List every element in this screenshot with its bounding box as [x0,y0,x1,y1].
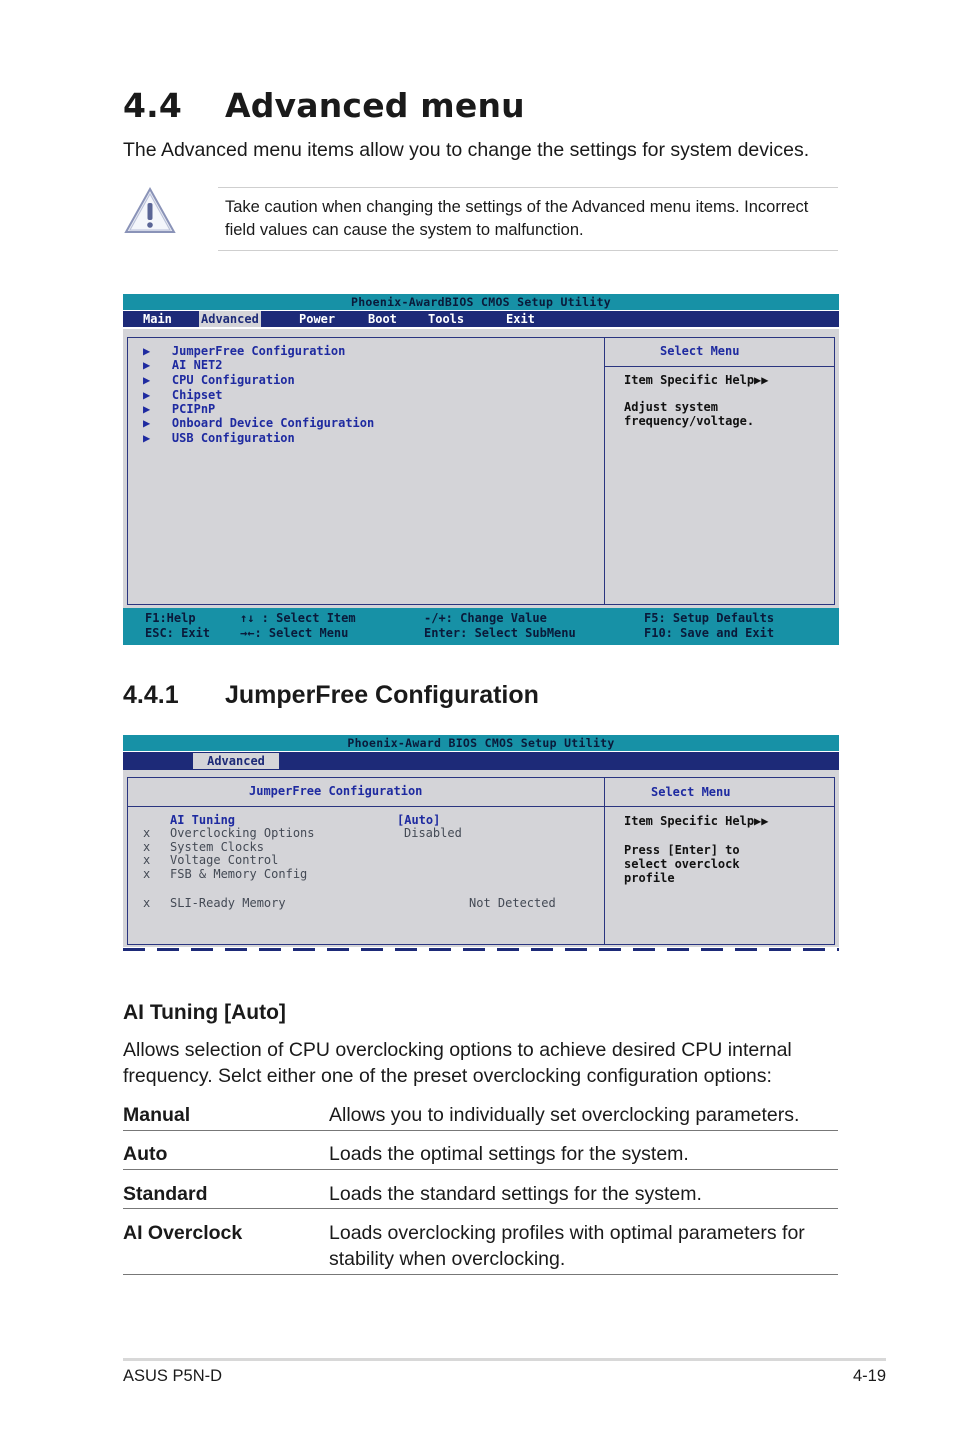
disabled-mark: x [143,826,151,840]
help-title: Select Menu [651,785,731,799]
help-title: Select Menu [660,344,740,358]
setting-overclocking-value: Disabled [404,826,462,840]
menu-power[interactable]: Power [299,312,336,326]
key-change-value: -/+: Change Value [424,611,547,625]
setting-fsb-memory: FSB & Memory Config [170,867,308,881]
option-name: Standard [123,1183,208,1205]
key-f10-save: F10: Save and Exit [644,626,775,640]
menu-advanced[interactable]: Advanced [193,753,279,769]
help-text: Adjust system frequency/voltage. [624,400,755,428]
submenu-ai-net2[interactable]: ▶ AI NET2 [143,358,223,372]
torn-edge [123,948,839,951]
submenu-onboard-device[interactable]: ▶ Onboard Device Configuration [143,416,375,430]
setting-ai-tuning-value[interactable]: [Auto] [397,813,441,827]
triangle-right-icon: ▶ [143,388,151,402]
bios-screen-jumperfree [123,735,839,953]
submenu-cpu[interactable]: ▶ CPU Configuration [143,373,295,387]
caution-text: Take caution when changing the settings of the Advanced menu items. Incorrect field values can cause the system to malfunction. [225,198,809,239]
triangle-right-icon: ▶ [143,402,151,416]
key-select-item: ↑↓ : Select Item [240,611,356,625]
caution-note [218,187,838,251]
double-arrow-icon: ▶▶ [754,814,769,828]
subsection-title: 4.4.1 JumperFree Configuration [123,681,539,709]
option-row [123,1102,838,1131]
key-enter-submenu: Enter: Select SubMenu [424,626,576,640]
disabled-mark: x [143,840,151,854]
page-title: 4.4 Advanced menu [123,86,525,125]
triangle-right-icon: ▶ [143,431,151,445]
pane-title: JumperFree Configuration [249,784,423,798]
setting-sli-ready-value: Not Detected [469,896,556,910]
help-heading: Item Specific Help▶▶ [624,373,769,387]
setting-system-clocks: System Clocks [170,840,264,854]
footer-model: ASUS P5N-D [123,1367,223,1385]
option-desc: Loads the standard settings for the system. [329,1183,702,1205]
footer-rule [123,1358,886,1361]
menu-exit[interactable]: Exit [506,312,535,326]
bios-body [123,329,839,608]
submenu-jumperfree[interactable]: ▶ JumperFree Configuration [143,344,346,358]
key-f1-help: F1:Help [145,611,196,625]
menu-tools[interactable]: Tools [428,312,465,326]
option-row [123,1181,838,1209]
option-name: Manual [123,1104,191,1126]
submenu-usb[interactable]: ▶ USB Configuration [143,431,295,445]
bios-title: Phoenix-AwardBIOS CMOS Setup Utility [123,294,839,310]
double-arrow-icon: ▶▶ [754,373,769,387]
submenu-chipset[interactable]: ▶ Chipset [143,388,223,402]
bios-menu-bar [123,752,839,770]
key-select-menu: →←: Select Menu [240,626,349,640]
disabled-mark: x [143,853,151,867]
menu-boot[interactable]: Boot [368,312,397,326]
help-text: Press [Enter] to select overclock profile [624,843,740,885]
warning-triangle-icon [123,186,177,241]
bios-menu-bar [123,311,839,327]
bios-screen-advanced [123,294,839,645]
footer-page-number: 4-19 [852,1367,886,1385]
setting-sli-ready-memory: SLI-Ready Memory [170,896,286,910]
option-row [123,1141,838,1170]
key-f5-defaults: F5: Setup Defaults [644,611,775,625]
setting-voltage-control: Voltage Control [170,853,279,867]
ai-tuning-heading: AI Tuning [Auto] [123,1001,286,1024]
triangle-right-icon: ▶ [143,416,151,430]
option-name: AI Overclock [123,1222,243,1244]
triangle-right-icon: ▶ [143,344,151,358]
option-name: Auto [123,1143,168,1165]
menu-advanced[interactable]: Advanced [201,312,259,326]
option-row [123,1220,838,1275]
intro-paragraph: The Advanced menu items allow you to change the settings for system devices. [123,139,810,161]
setting-ai-tuning-label[interactable]: AI Tuning [170,813,236,827]
bios-title: Phoenix-Award BIOS CMOS Setup Utility [123,735,839,751]
option-desc: Loads overclocking profiles with optimal parameters for stability when overclocking. [329,1222,805,1270]
submenu-pcipnp[interactable]: ▶ PCIPnP [143,402,216,416]
option-desc: Loads the optimal settings for the system. [329,1143,689,1165]
key-esc-exit: ESC: Exit [145,626,211,640]
disabled-mark: x [143,896,151,910]
ai-tuning-description: Allows selection of CPU overclocking options to achieve desired CPU internal frequency. Selct either one of the preset overclocking configuration options: [123,1039,792,1087]
bios-body [123,770,839,947]
help-heading: Item Specific Help▶▶ [624,814,769,828]
bios-footer [123,608,839,645]
disabled-mark: x [143,867,151,881]
option-desc: Allows you to individually set overclocking parameters. [329,1104,800,1126]
setting-overclocking-options: Overclocking Options [170,826,315,840]
triangle-right-icon: ▶ [143,373,151,387]
triangle-right-icon: ▶ [143,358,151,372]
menu-main[interactable]: Main [143,312,172,326]
